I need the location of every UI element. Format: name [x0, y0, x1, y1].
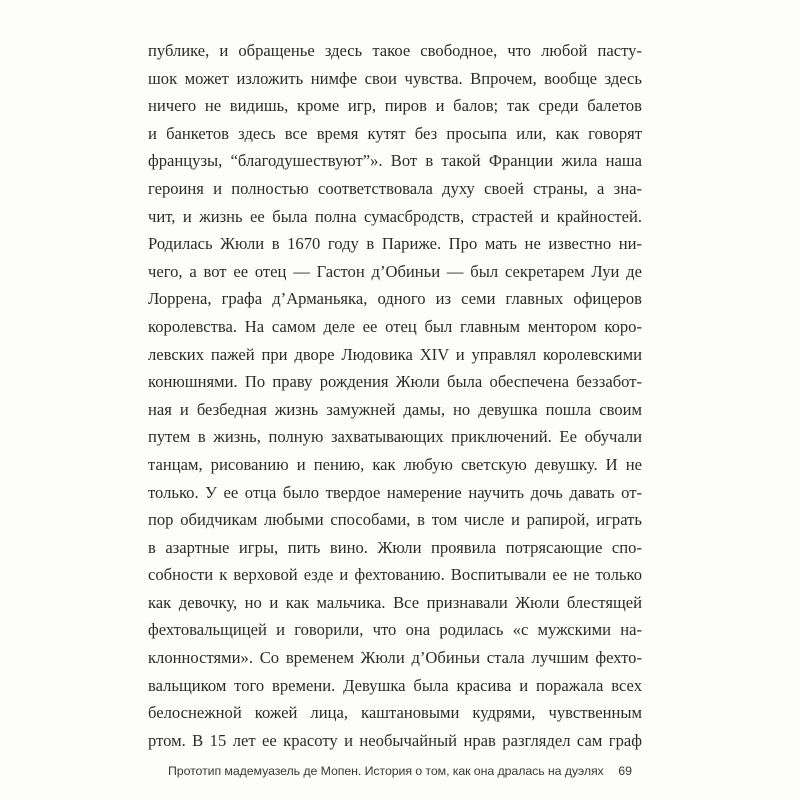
- page-footer: [168, 764, 632, 784]
- text-line: танцам, рисованию и пению, как любую светскую девушку. И не: [148, 454, 642, 474]
- text-line: левских пажей при дворе Людовика XIV и управлял королевскими: [148, 344, 642, 364]
- text-line: публике, и обращенье здесь такое свободное, что любой пасту-: [148, 41, 642, 60]
- text-line: ртом. В 15 лет ее красоту и необычайный нрав разглядел сам граф: [148, 730, 642, 750]
- page-number: 69: [618, 764, 632, 778]
- text-line: и банкетов здесь все время кутят без просыпа или, как говорят: [148, 123, 642, 143]
- text-line: Родилась Жюли в 1670 году в Париже. Про мать не известно ни-: [148, 234, 642, 254]
- text-line: собности к верховой езде и фехтованию. Воспитывали ее не только: [148, 565, 642, 585]
- text-line: французы, “благодушествуют”». Вот в такой Франции жила наша: [148, 151, 642, 171]
- text-line: героиня и полностью соответствовала духу своей страны, а зна-: [148, 178, 642, 198]
- text-line: вальщиком того времени. Девушка была красива и поражала всех: [148, 675, 642, 695]
- text-line: королевства. На самом деле ее отец был главным ментором коро-: [148, 316, 642, 336]
- text-line: чит, и жизнь ее была полна сумасбродств, страстей и крайностей.: [148, 206, 642, 226]
- text-line: путем в жизнь, полную захватывающих приключений. Ее обучали: [148, 427, 642, 447]
- text-line: фехтовальщицей и говорили, что она родилась «с мужскими на-: [148, 620, 642, 640]
- text-line: конюшнями. По праву рождения Жюли была обеспечена беззабот-: [148, 372, 642, 392]
- text-line: пор обидчикам любыми способами, в том числе и рапирой, играть: [148, 510, 642, 530]
- running-title: Прототип мадемуазель де Мопен. История о том, как она дралась на дуэлях: [168, 764, 604, 778]
- text-line: ничего не видишь, кроме игр, пиров и балов; так среди балетов: [148, 96, 642, 116]
- text-line: белоснежной кожей лица, каштановыми кудрями, чувственным: [148, 703, 642, 723]
- text-line: в азартные игры, пить вино. Жюли проявила потрясающие спо-: [148, 537, 642, 557]
- text-line: Лоррена, графа д’Арманьяка, одного из семи главных офицеров: [148, 289, 642, 309]
- body-text: [148, 37, 642, 754]
- text-line: ная и безбедная жизнь замужней дамы, но девушка пошла своим: [148, 399, 642, 419]
- text-line: только. У ее отца было твердое намерение научить дочь давать от-: [148, 482, 642, 502]
- text-line: клонностями». Со временем Жюли д’Обиньи стала лучшим фехто-: [148, 648, 642, 668]
- text-line: чего, а вот ее отец — Гастон д’Обиньи — был секретарем Луи де: [148, 261, 642, 281]
- text-line: шок может изложить нимфе свои чувства. Впрочем, вообще здесь: [148, 68, 642, 88]
- text-line: как девочку, но и как мальчика. Все признавали Жюли блестящей: [148, 592, 642, 612]
